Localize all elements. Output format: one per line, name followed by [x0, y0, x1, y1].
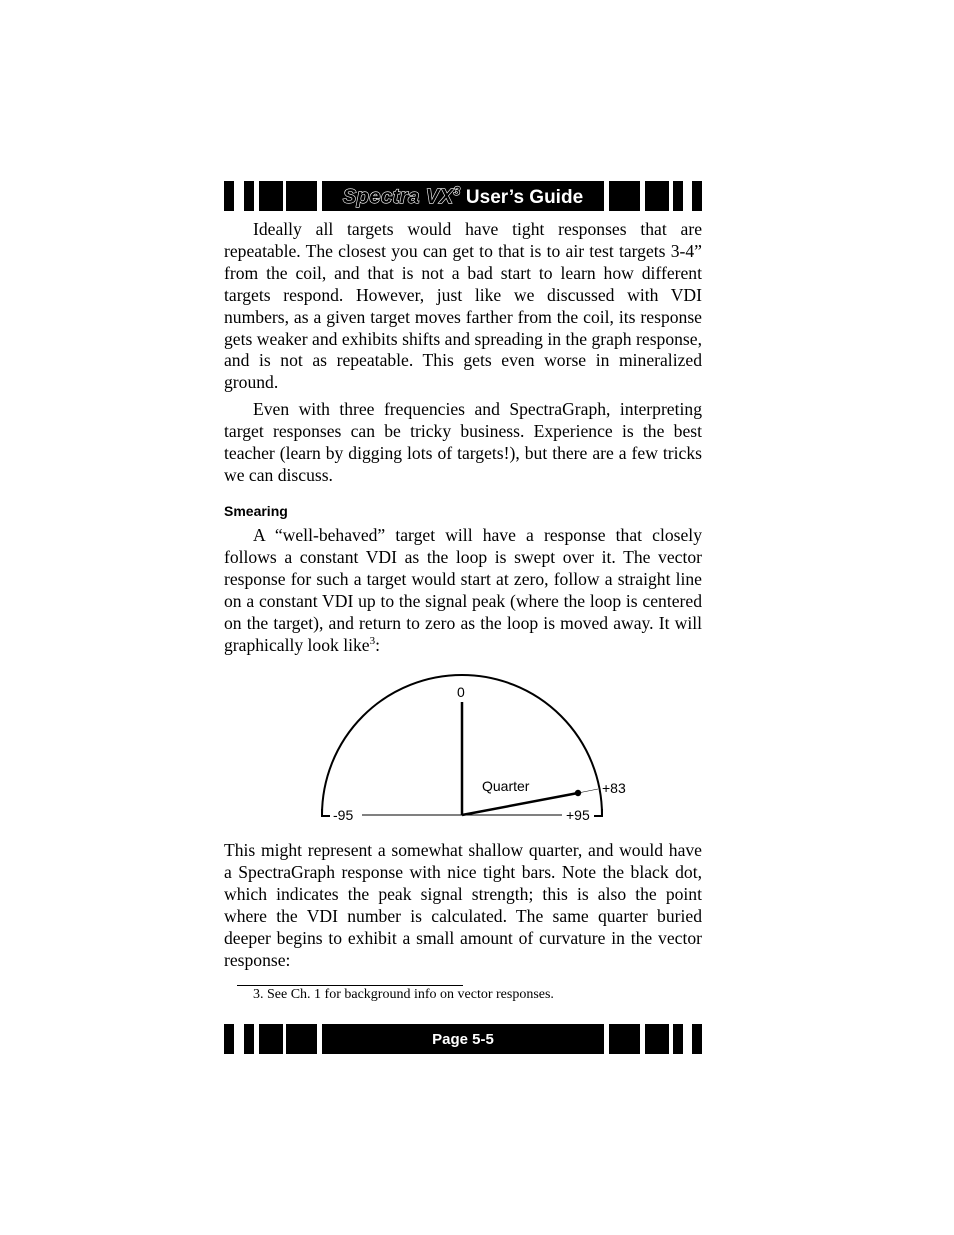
header-title — [343, 184, 583, 209]
paragraph-text: Ideally all targets would have tight responses that are repeatable. The closest you can get to that is to air test targets 3-4” from the coil, and that is not a bad start to learn how different targets respond. However, just like we discussed with VDI numbers, as a given target moves farther from the coil, its response gets weaker and exhibits shifts and spreading in the graph response, and is not as repeatable. This gets even worse in mineralized ground. — [224, 219, 702, 393]
page-number: Page 5-5 — [432, 1030, 494, 1048]
paragraph-main-text: A “well-behaved” target will have a response that closely follows a constant VDI as the loop is swept over it. The vector response for such a target would start at zero, follow a straight line on a constant VDI up to the signal peak (where the loop is centered on the target), and return to zero as the loop is moved away. It will graphically look like — [224, 525, 702, 655]
label-quarter: Quarter — [482, 778, 530, 794]
target-vector — [462, 793, 578, 815]
footer-block — [609, 1024, 640, 1054]
footer-block — [224, 1024, 234, 1054]
footer-block — [692, 1024, 702, 1054]
header-block — [692, 181, 702, 211]
paragraph-text: This might represent a somewhat shallow quarter, and would have a SpectraGraph response with nice tight bars. Note the black dot, which indicates the peak signal strength; this is also the point where the VDI number is calculated. The same quarter buried deeper begins to exhibit a small amount of curvature in the vector response: — [224, 840, 702, 970]
footer-block — [259, 1024, 283, 1054]
header-block — [286, 181, 317, 211]
header-block — [259, 181, 283, 211]
paragraph — [224, 219, 702, 394]
brand-logo: Spectra $VX^3$ — [342, 183, 461, 208]
label-plus-83: +83 — [602, 780, 626, 796]
footer-block — [645, 1024, 669, 1054]
footer-bar — [224, 1024, 702, 1054]
paragraph-end: : — [375, 634, 380, 655]
header-block — [244, 181, 254, 211]
paragraph — [224, 525, 702, 656]
header-block — [645, 181, 669, 211]
footer-block — [286, 1024, 317, 1054]
paragraph — [224, 840, 702, 971]
footnote: 3. See Ch. 1 for background info on vector responses. — [253, 987, 554, 1002]
header-block — [673, 181, 683, 211]
vector-diagram — [300, 668, 640, 828]
label-plus-95: +95 — [566, 807, 590, 823]
label-zero: 0 — [457, 684, 465, 700]
label-minus-95: -95 — [333, 807, 354, 823]
header-title-box — [322, 181, 604, 211]
footnote-ref: 3 — [369, 634, 376, 647]
section-heading: Smearing — [224, 503, 288, 519]
header-block — [224, 181, 234, 211]
paragraph-text — [224, 525, 702, 656]
footer-block — [244, 1024, 254, 1054]
footnote-rule — [237, 985, 463, 986]
peak-dot — [575, 790, 581, 796]
footer-block — [673, 1024, 683, 1054]
header-bar — [224, 181, 702, 211]
footer-title-box — [322, 1024, 604, 1054]
header-title-text: User’s Guide — [465, 186, 584, 208]
paragraph — [224, 399, 702, 487]
paragraph-text: Even with three frequencies and SpectraGraph, interpreting target responses can be tricky business. Experience is the best teacher (learn by digging lots of targets!), but there are a few tricks we can discuss. — [224, 399, 702, 485]
header-block — [609, 181, 640, 211]
